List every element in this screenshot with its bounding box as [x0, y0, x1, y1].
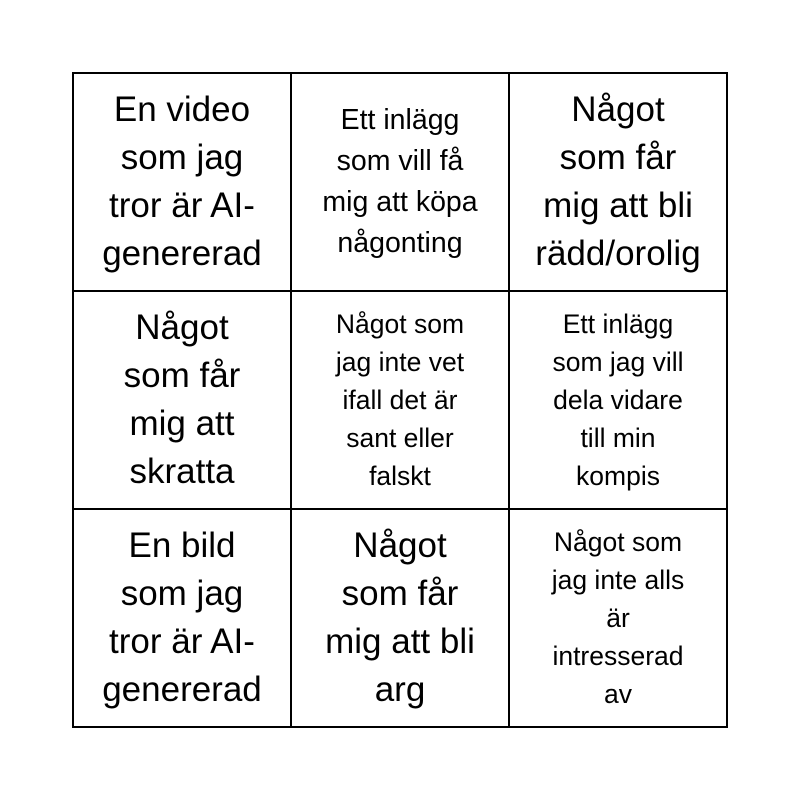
bingo-cell-text: Något som får mig att bli arg [325, 526, 475, 709]
bingo-cell-8[interactable] [292, 510, 510, 728]
bingo-cell-4[interactable] [74, 292, 292, 510]
bingo-cell-text: Något som jag inte vet ifall det är sant eller falskt [335, 309, 465, 491]
bingo-cell-7[interactable] [74, 510, 292, 728]
bingo-cell-1[interactable] [74, 74, 292, 292]
bingo-cell-text: Något som får mig att skratta [123, 308, 241, 491]
bingo-board [72, 72, 728, 728]
bingo-cell-text: Ett inlägg som vill få mig att köpa någonting [322, 104, 478, 259]
bingo-cell-text: Något som jag inte alls är intresserad av [551, 527, 685, 709]
bingo-cell-text: En bild som jag tror är AI- genererad [102, 526, 262, 709]
bingo-cell-text: Ett inlägg som jag vill dela vidare till min kompis [552, 309, 684, 491]
bingo-cell-9[interactable] [510, 510, 728, 728]
bingo-cell-6[interactable] [510, 292, 728, 510]
bingo-cell-3[interactable] [510, 74, 728, 292]
bingo-cell-2[interactable] [292, 74, 510, 292]
bingo-cell-text: Något som får mig att bli rädd/orolig [535, 90, 701, 273]
bingo-cell-5[interactable] [292, 292, 510, 510]
bingo-cell-text: En video som jag tror är AI- genererad [102, 90, 262, 273]
